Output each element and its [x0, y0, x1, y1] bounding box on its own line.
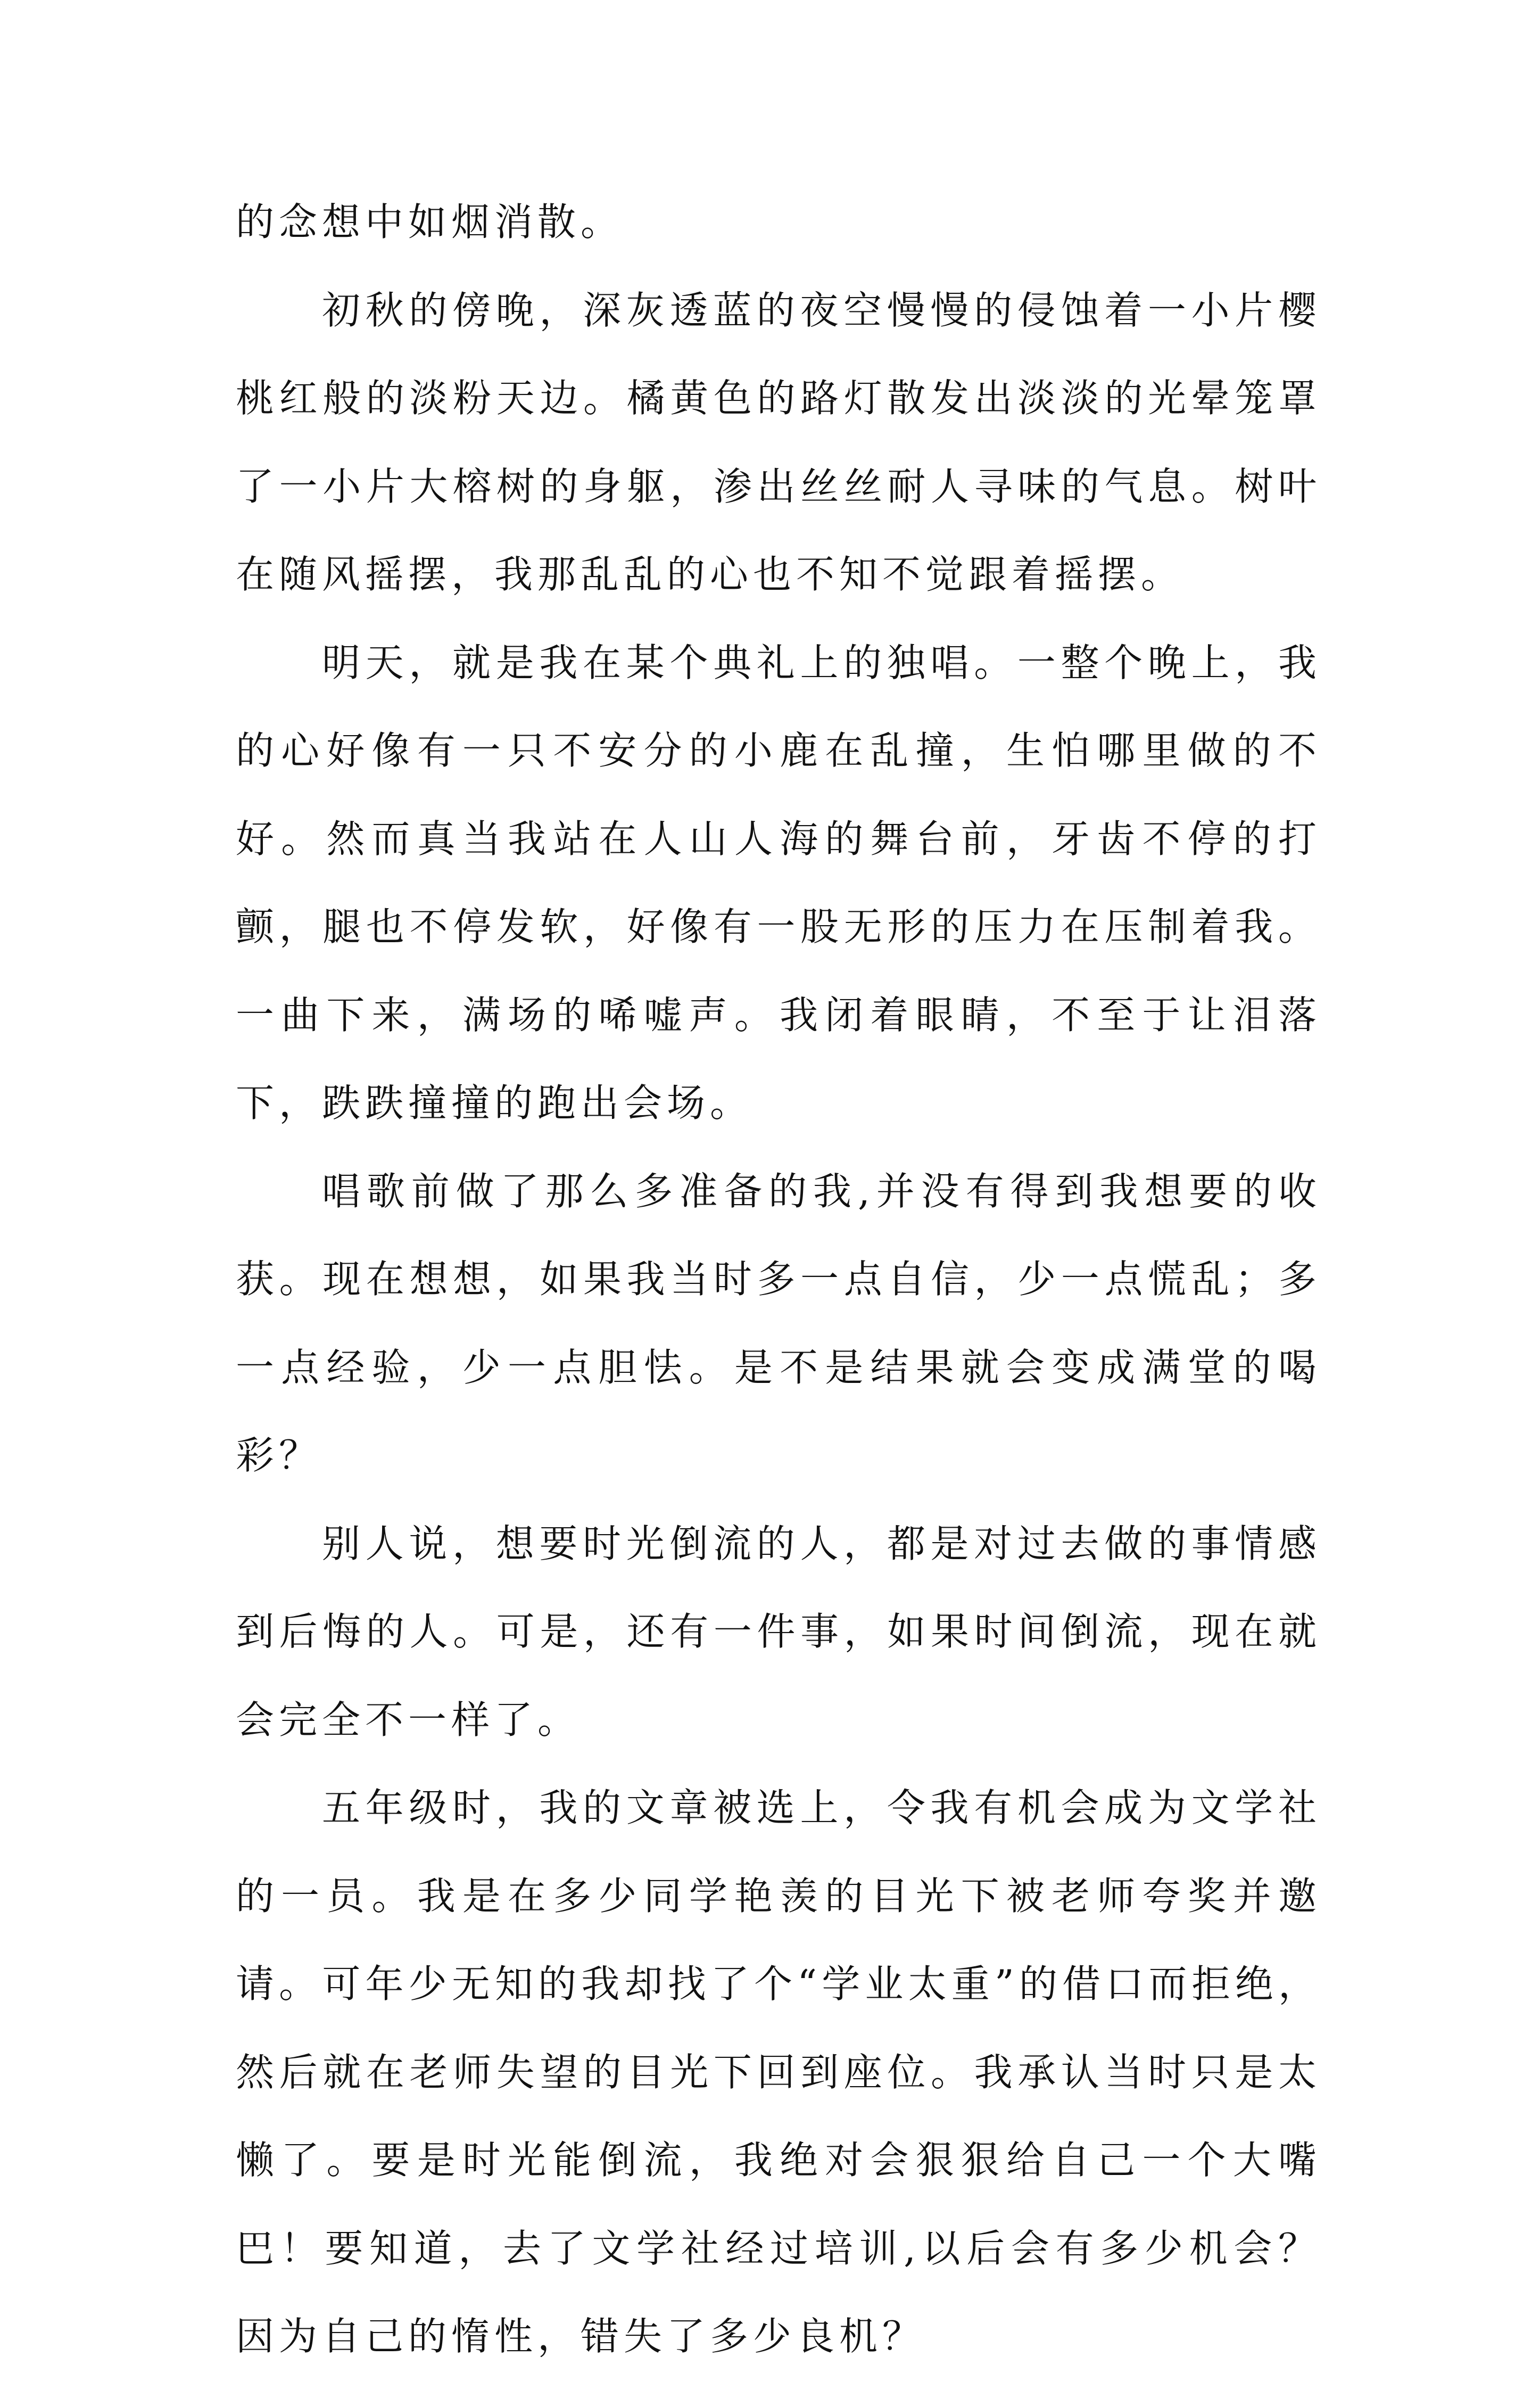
paragraph-continuation: 的念想中如烟消散。 — [236, 200, 624, 244]
paragraph-reflection: 唱歌前做了那么多准备的我,并没有得到我想要的收获。现在想想，如果我当时多一点自信，少一点慌乱；多一点经验，少一点胆怯。是不是结果就会变成满堂的喝彩？ — [236, 1168, 1321, 1478]
paragraph-solo-performance: 明天，就是我在某个典礼上的独唱。一整个晚上，我的心好像有一只不安分的小鹿在乱撞，生怕哪里做的不好。然而真当我站在人山人海的舞台前，牙齿不停的打颤，腿也不停发软，好像有一股无形的压力在压制着我。一曲下来，满场的唏嘘声。我闭着眼睛，不至于让泪落下，跌跌撞撞的跑出会场。 — [236, 640, 1321, 1125]
essay-body — [236, 178, 1321, 2381]
paragraph-regret: 别人说，想要时光倒流的人，都是对过去做的事情感到后悔的人。可是，还有一件事，如果时间倒流，现在就会完全不一样了。 — [236, 1521, 1321, 1742]
paragraph-autumn-evening: 初秋的傍晚，深灰透蓝的夜空慢慢的侵蚀着一小片樱桃红般的淡粉天边。橘黄色的路灯散发出淡淡的光晕笼罩了一小片大榕树的身躯，渗出丝丝耐人寻味的气息。树叶在随风摇摆，我那乱乱的心也不知不觉跟着摇摆。 — [236, 287, 1321, 597]
paragraph-literary-club: 五年级时，我的文章被选上，令我有机会成为文学社的一员。我是在多少同学艳羡的目光下被老师夸奖并邀请。可年少无知的我却找了个“学业太重”的借口而拒绝，然后就在老师失望的目光下回到座位。我承认当时只是太懒了。要是时光能倒流，我绝对会狠狠给自己一个大嘴巴！要知道，去了文学社经过培训,以后会有多少机会？因为自己的惰性，错失了多少良机？ — [236, 1785, 1321, 2359]
